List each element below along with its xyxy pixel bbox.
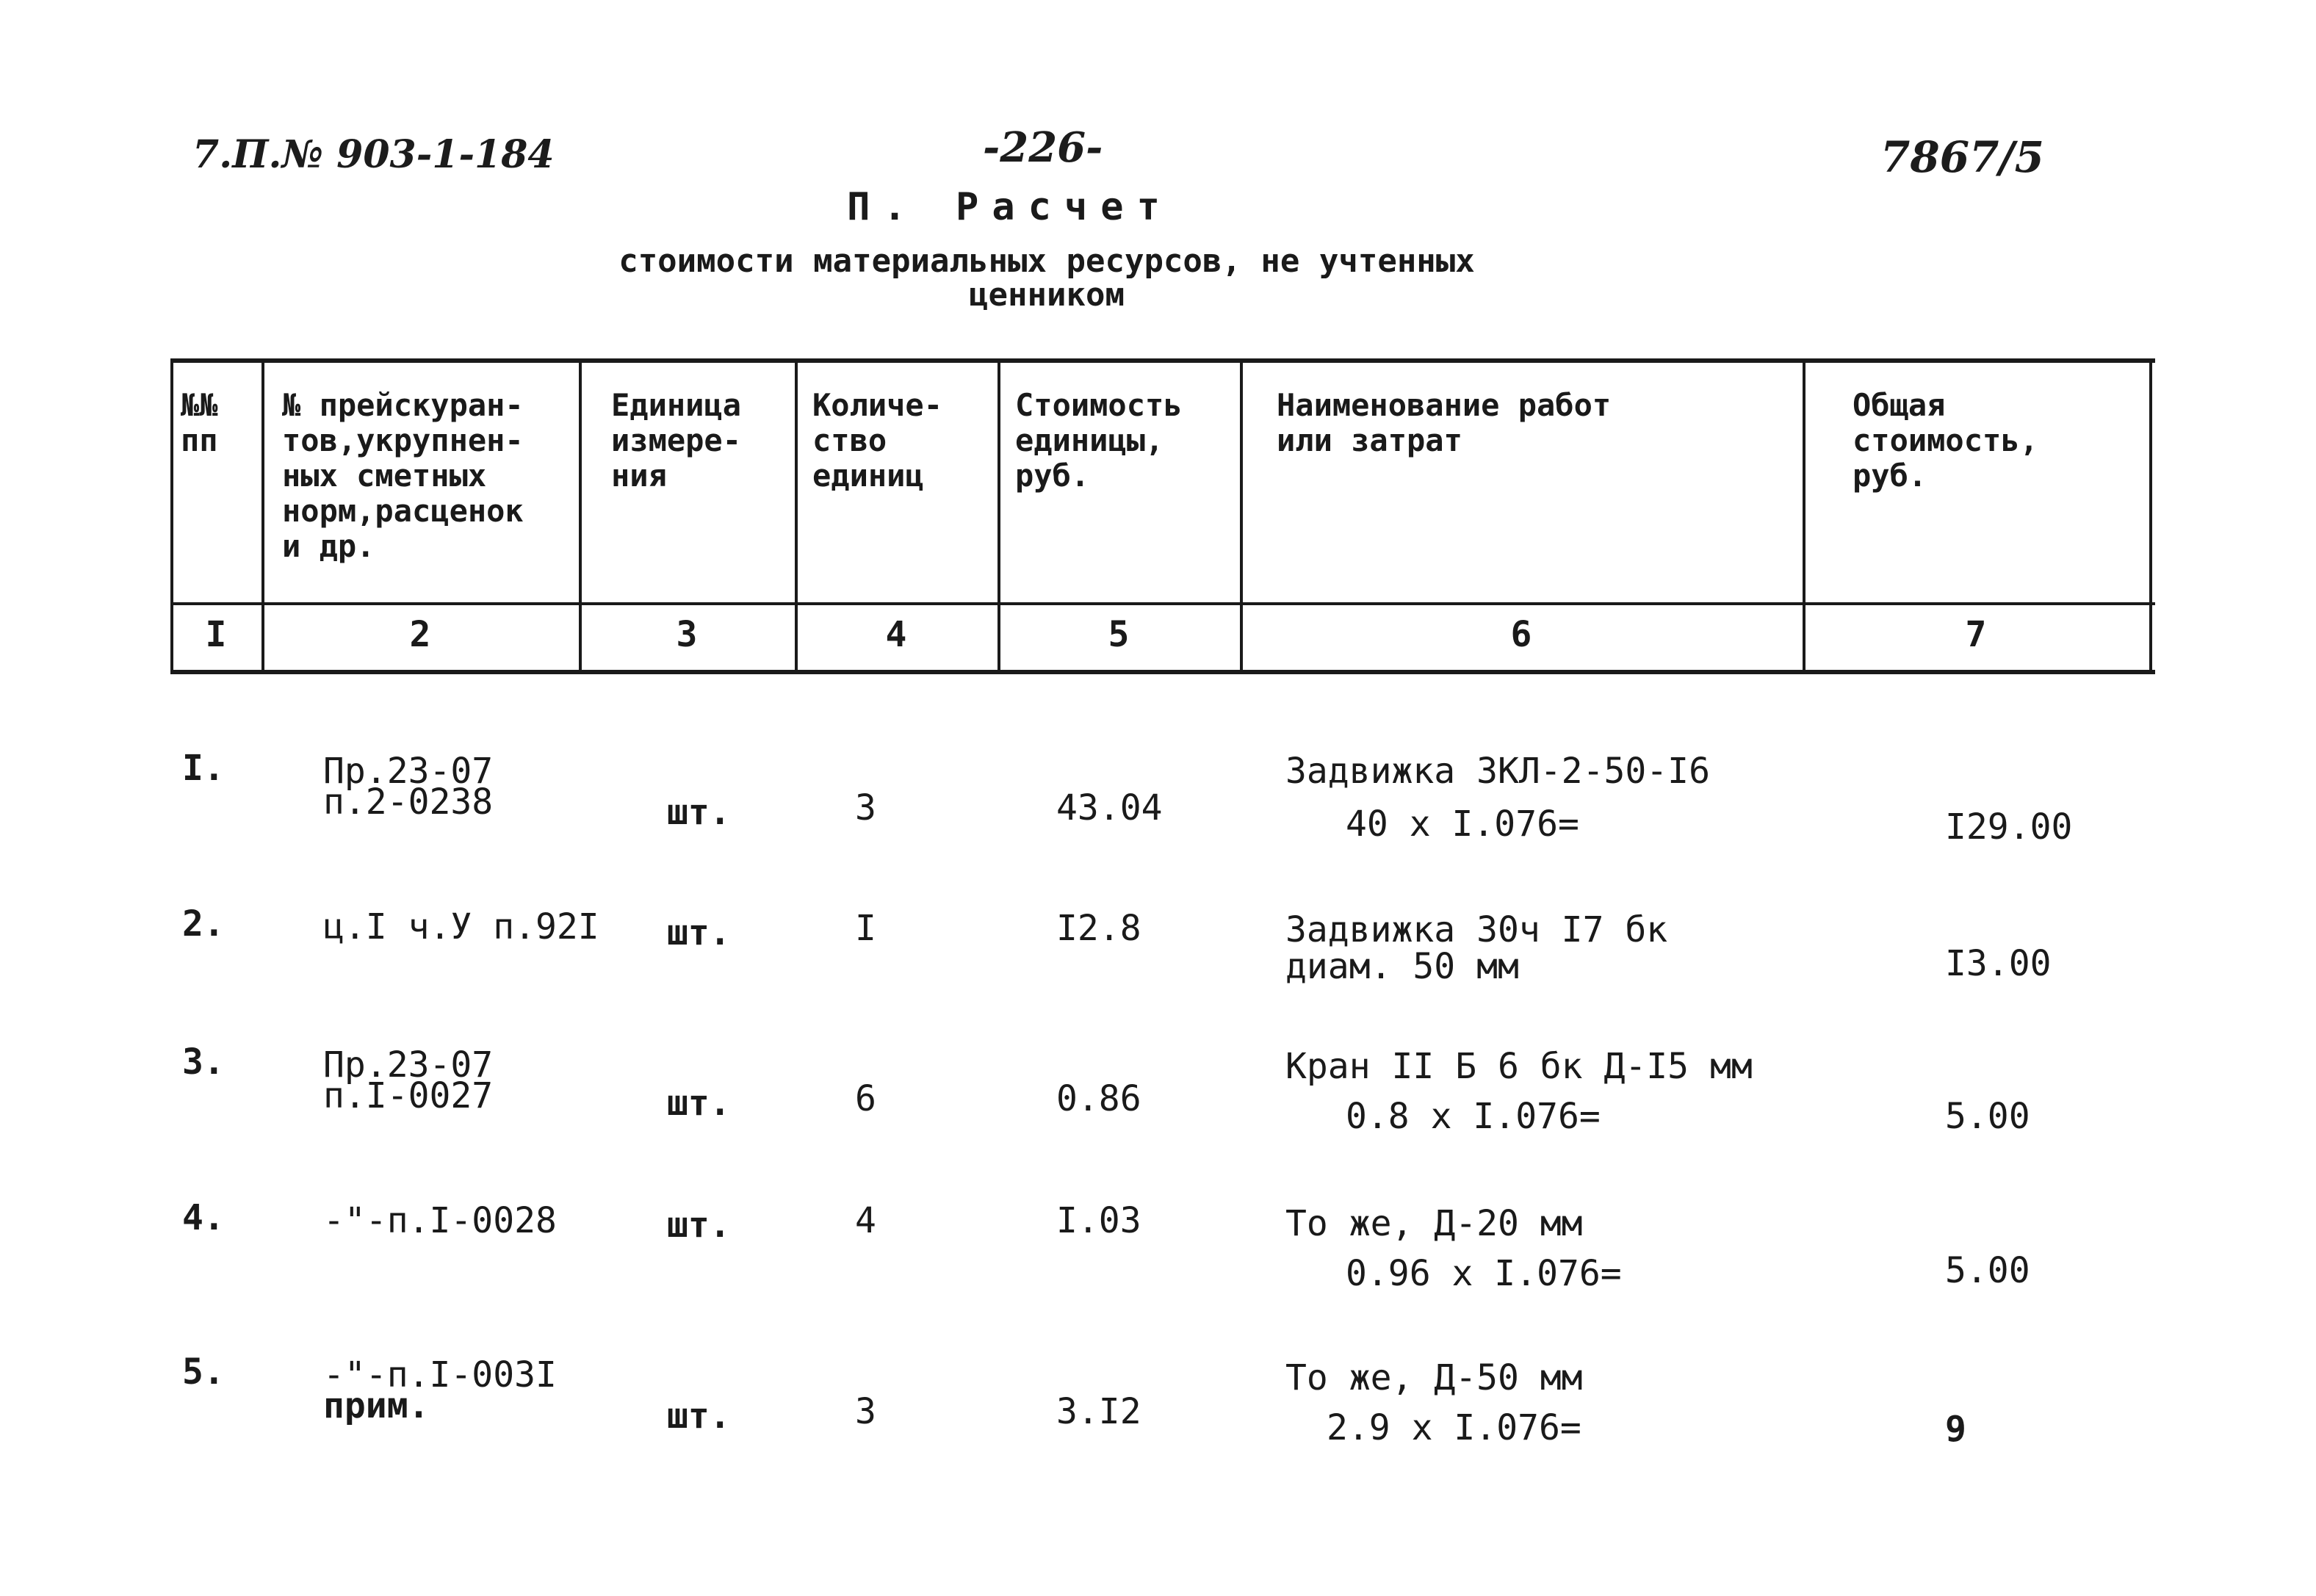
subtitle-line-1: стоимости материальных ресурсов, не учтенных xyxy=(618,242,1475,280)
table-header xyxy=(170,358,2155,674)
row-description-line1: Кран II Б 6 бк Д-I5 мм xyxy=(1285,1046,1753,1087)
section-title: П. Расчет xyxy=(847,185,1173,229)
column-header-unit: Единица измере- ния xyxy=(611,387,742,494)
row-total: 5.00 xyxy=(1945,1096,2030,1137)
table-border-right xyxy=(2149,363,2152,670)
column-number: 2 xyxy=(409,614,431,655)
row-index: I. xyxy=(182,748,225,789)
column-number: 6 xyxy=(1510,614,1532,655)
row-reference-line1: -"-п.I-0028 xyxy=(323,1200,557,1241)
row-index: 3. xyxy=(182,1041,225,1083)
row-description-line2: 40 x I.076= xyxy=(1346,804,1579,845)
row-unit: шт. xyxy=(667,1205,731,1246)
row-total: 5.00 xyxy=(1945,1250,2030,1291)
row-reference-line1: Пр.23-07 xyxy=(323,1044,494,1086)
row-total: I3.00 xyxy=(1945,943,2052,984)
subtitle-line-2: ценником xyxy=(969,276,1125,314)
row-total: 9 xyxy=(1945,1409,1966,1450)
row-index: 2. xyxy=(182,903,225,945)
column-header-unit-price: Стоимость единицы, руб. xyxy=(1015,387,1183,494)
row-description-line1: То же, Д-20 мм xyxy=(1285,1203,1583,1244)
row-reference-line1: ц.I ч.У п.92I xyxy=(323,906,599,947)
column-number: 5 xyxy=(1108,614,1130,655)
row-description-line1: То же, Д-50 мм xyxy=(1285,1357,1583,1398)
row-description-line1: Задвижка 30ч I7 бк xyxy=(1285,909,1668,950)
header-number-divider xyxy=(170,602,2155,605)
column-number: 4 xyxy=(885,614,907,655)
column-number: 7 xyxy=(1965,614,1987,655)
column-header-reference: № прейскуран- тов,укрупнен- ных сметных норм,расценок и др. xyxy=(282,387,524,564)
row-index: 4. xyxy=(182,1197,225,1238)
row-description-line2: 2.9 x I.076= xyxy=(1327,1407,1581,1448)
row-unit: шт. xyxy=(667,1083,731,1124)
row-description-line2: 0.8 x I.076= xyxy=(1346,1096,1601,1137)
row-total: I29.00 xyxy=(1945,806,2073,848)
row-reference-line2: п.I-0027 xyxy=(323,1075,494,1116)
column-header-description: Наименование работ или затрат xyxy=(1277,387,1612,458)
row-unit-price: I2.8 xyxy=(1056,908,1141,949)
row-quantity: 6 xyxy=(855,1078,876,1119)
column-header-total: Общая стоимость, руб. xyxy=(1853,387,2038,494)
document-reference: 7.П.№ 903-1-184 xyxy=(192,132,555,177)
row-index: 5. xyxy=(182,1351,225,1393)
row-description-line2: 0.96 x I.076= xyxy=(1346,1253,1622,1294)
row-unit: шт. xyxy=(667,792,731,833)
column-number: 3 xyxy=(676,614,698,655)
row-unit-price: 3.I2 xyxy=(1056,1391,1141,1432)
row-unit-price: I.03 xyxy=(1056,1200,1141,1241)
row-reference-line2: прим. xyxy=(323,1385,430,1426)
row-reference-line1: -"-п.I-003I xyxy=(323,1354,557,1395)
sheet-code: 7867/5 xyxy=(1880,132,2044,182)
column-header-quantity: Количе- ство единиц xyxy=(812,387,943,494)
row-description-line2: диам. 50 мм xyxy=(1285,946,1519,987)
row-reference-line1: Пр.23-07 xyxy=(323,751,494,792)
row-unit: шт. xyxy=(667,912,731,953)
row-quantity: I xyxy=(855,908,876,949)
row-quantity: 4 xyxy=(855,1200,876,1241)
row-unit-price: 43.04 xyxy=(1056,787,1163,828)
column-number: I xyxy=(205,614,227,655)
row-unit-price: 0.86 xyxy=(1056,1078,1141,1119)
page-number: -226- xyxy=(983,123,1103,172)
row-quantity: 3 xyxy=(855,787,876,828)
row-quantity: 3 xyxy=(855,1391,876,1432)
row-unit: шт. xyxy=(667,1395,731,1437)
row-description-line1: Задвижка ЗКЛ-2-50-I6 xyxy=(1285,751,1710,792)
column-header-index: №№ пп xyxy=(181,387,218,458)
row-reference-line2: п.2-0238 xyxy=(323,781,494,823)
